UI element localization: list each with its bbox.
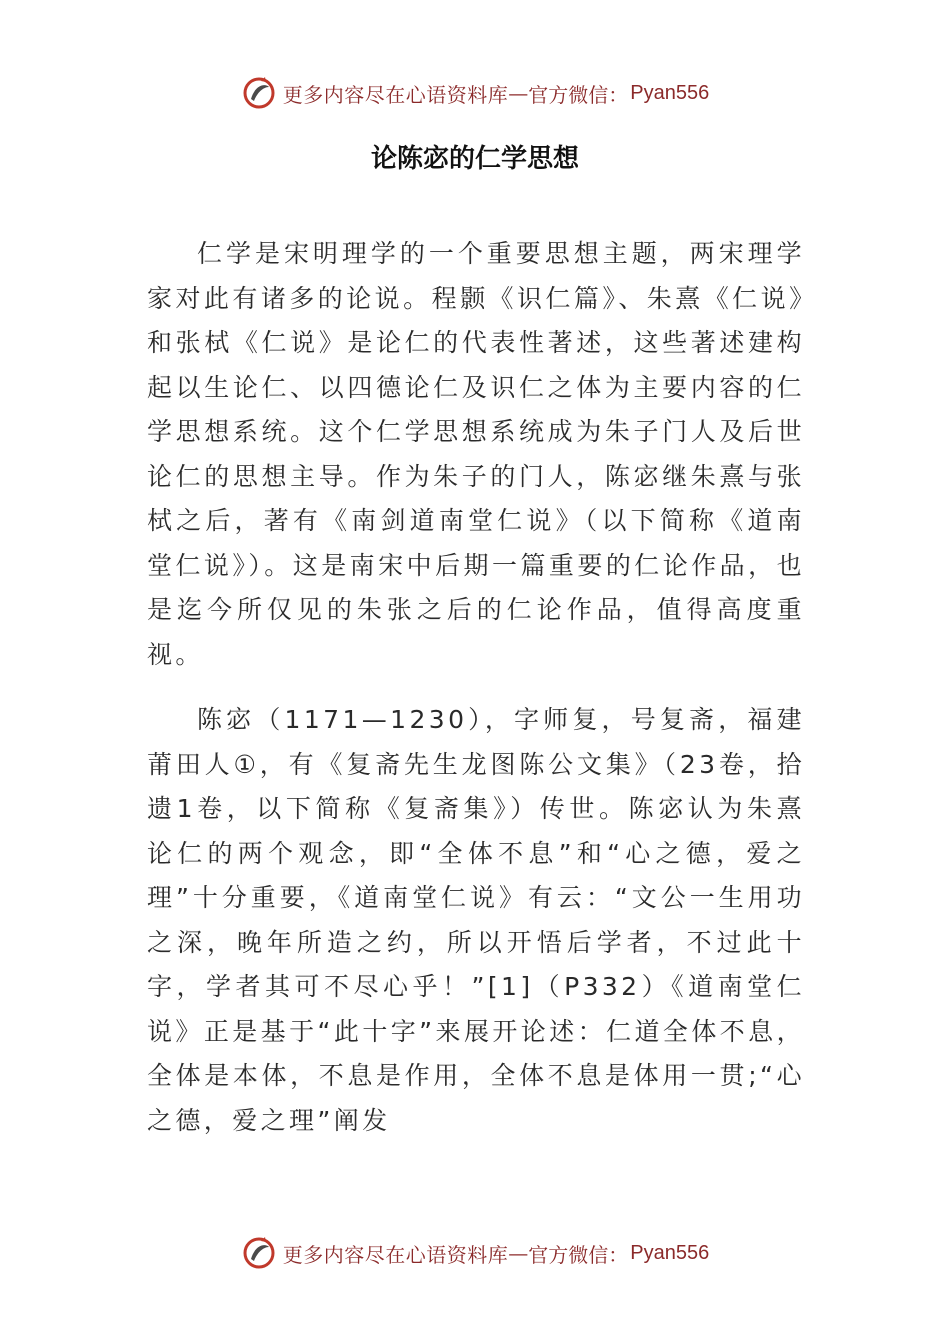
footer-wechat-label: 官方微信： <box>528 1242 629 1267</box>
footer-wechat-id: Pyan556 <box>630 1241 710 1264</box>
footer-slogan: 更多内容尽在心语资料库 <box>282 1242 509 1267</box>
paragraph: 陈宓（1171—1230），字师复，号复斋，福建莆田人①，有《复斋先生龙图陈公文集》（23卷，拾遗1卷，以下简称《复斋集》）传世。陈宓认为朱熹论仁的两个观念，即“全体不息”和“心之德，爱之理”十分重要，《道南堂仁说》有云：“文公一生用功之深，晚年所造之约，所以开悟后学者，不过此十字，学者其可不尽心乎！”[1]（P332）《道南堂仁说》正是基于“此十字”来展开论述：仁道全体不息，全体是本体，不息是作用，全体不息是体用一贯;“心之德，爱之理”阐发 <box>147 705 805 1135</box>
header-banner <box>0 73 950 113</box>
document-title: 论陈宓的仁学思想 <box>370 144 579 174</box>
footer-dash: — <box>508 1241 529 1265</box>
header-wechat-label: 官方微信： <box>528 82 629 107</box>
header-wechat-id: Pyan556 <box>630 81 710 104</box>
document-body <box>147 232 805 1143</box>
logo-icon <box>241 1235 277 1271</box>
footer-banner <box>0 1233 950 1273</box>
logo-icon <box>241 75 277 111</box>
header-dash: — <box>508 81 529 105</box>
paragraph: 仁学是宋明理学的一个重要思想主题，两宋理学家对此有诸多的论说。程颢《识仁篇》、朱熹《仁说》和张栻《仁说》是论仁的代表性著述，这些著述建构起以生论仁、以四德论仁及识仁之体为主要内容的仁学思想系统。这个仁学思想系统成为朱子门人及后世论仁的思想主导。作为朱子的门人，陈宓继朱熹与张栻之后，著有《南剑道南堂仁说》（以下简称《道南堂仁说》）。这是南宋中后期一篇重要的仁论作品，也是迄今所仅见的朱张之后的仁论作品，值得高度重视。 <box>147 239 805 669</box>
header-slogan: 更多内容尽在心语资料库 <box>282 82 509 107</box>
